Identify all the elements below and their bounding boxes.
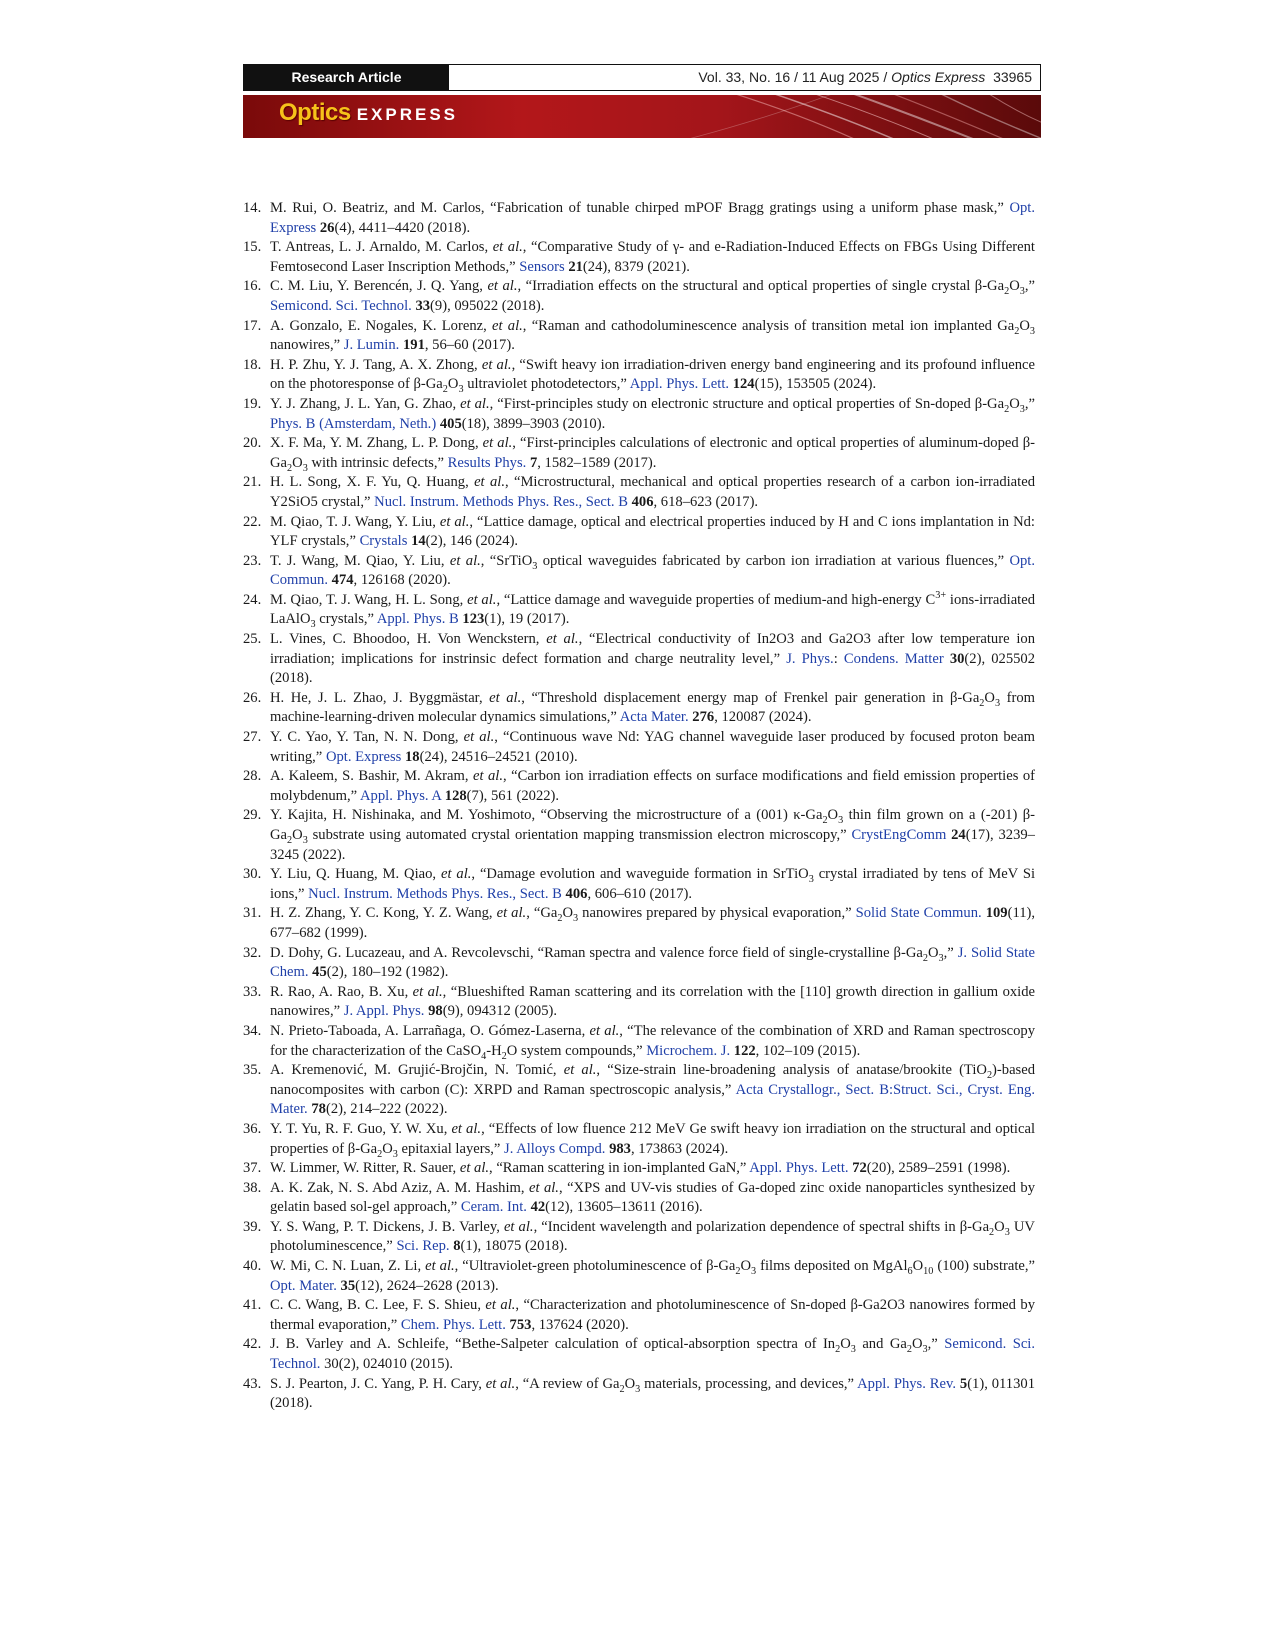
reference-text: X. F. Ma, Y. M. Zhang, L. P. Dong, et al., “First-principles calculations of electronic and optical properties of aluminum-doped $\beta-Ga_2O_3$ with intrinsic defects,” Results Phys. 7, 1582–1589 (2017). bbox=[270, 435, 1035, 474]
reference-text: R. Rao, A. Rao, B. Xu, et al., “Blueshifted Raman scattering and its correlation with the [110] growth direction in gallium oxide nanowires,” J. Appl. Phys. 98(9), 094312 (2005). bbox=[270, 983, 1035, 1020]
reference-item bbox=[243, 689, 1035, 728]
journal-link[interactable]: Microchem. J. bbox=[646, 1042, 731, 1059]
reference-item bbox=[243, 904, 1035, 943]
reference-number: 43. bbox=[243, 1375, 262, 1392]
reference-item bbox=[243, 238, 1035, 277]
journal-link[interactable]: Ceram. Int. bbox=[460, 1199, 527, 1216]
journal-link[interactable]: Opt. Mater. bbox=[270, 1277, 337, 1294]
reference-text: W. Mi, C. N. Luan, Z. Li, et al., “Ultraviolet-green photoluminescence of $\beta-Ga_2O_3$ films deposited on $MgAl_6O_{10}$ (100) substrate,” Opt. Mater. 35(12), 2624–2628 (2013). bbox=[270, 1258, 1035, 1294]
journal-link[interactable]: Opt. Express bbox=[270, 200, 1035, 236]
journal-link[interactable]: Chem. Phys. Lett. bbox=[400, 1316, 506, 1333]
reference-item bbox=[243, 1296, 1035, 1335]
journal-banner bbox=[243, 95, 1041, 138]
reference-text: Y. C. Yao, Y. Tan, N. N. Dong, et al., “Continuous wave Nd: YAG channel waveguide laser produced by focused proton beam writing,” Opt. Express 18(24), 24516–24521 (2010). bbox=[270, 729, 1035, 765]
journal-link[interactable]: Results Phys. bbox=[447, 454, 527, 471]
reference-text: S. J. Pearton, J. C. Yang, P. H. Cary, et al., “A review of $Ga_2O_3$ materials, processing, and devices,” Appl. Phys. Rev. 5(1), 011301 (2018). bbox=[270, 1375, 1035, 1412]
reference-text: T. J. Wang, M. Qiao, Y. Liu, et al., “SrTiO$_3$ optical waveguides fabricated by carbon ion irradiation at various fluences,” Opt. Commun. 474, 126168 (2020). bbox=[270, 552, 1036, 589]
reference-text: A. Gonzalo, E. Nogales, K. Lorenz, et al., “Raman and cathodoluminescence analysis of transition metal ion implanted $Ga_2O_3$ nanowires,” J. Lumin. 191, 56–60 (2017). bbox=[270, 317, 1036, 354]
reference-text: W. Limmer, W. Ritter, R. Sauer, et al., “Raman scattering in ion-implanted GaN,” Appl. Phys. Lett. 72(20), 2589–2591 (1998). bbox=[270, 1160, 1011, 1177]
journal-link[interactable]: Appl. Phys. B bbox=[376, 611, 459, 628]
reference-number: 30. bbox=[243, 866, 262, 883]
reference-item bbox=[243, 591, 1035, 630]
reference-item bbox=[243, 630, 1035, 689]
reference-item bbox=[243, 1061, 1035, 1120]
reference-number: 24. bbox=[243, 591, 262, 608]
reference-item bbox=[243, 199, 1035, 238]
reference-text: T. Antreas, L. J. Arnaldo, M. Carlos, et al., “Comparative Study of γ- and e-Radiation-Induced Effects on FBGs Using Different Femtosecond Laser Inscription Methods,” Sensors 21(24), 8379 (2021). bbox=[270, 239, 1035, 275]
reference-text: Y. J. Zhang, J. L. Yan, G. Zhao, et al., “First-principles study on electronic structure and optical properties of Sn-doped $\beta-Ga_2O_3$,” Phys. B (Amsterdam, Neth.) 405(18), 3899–3903 (2010). bbox=[270, 395, 1035, 432]
reference-number: 29. bbox=[243, 807, 262, 824]
reference-number: 19. bbox=[243, 395, 262, 412]
journal-link[interactable]: Appl. Phys. Rev. bbox=[857, 1375, 956, 1392]
reference-number: 31. bbox=[243, 905, 262, 922]
reference-number: 38. bbox=[243, 1179, 262, 1196]
reference-text: M. Qiao, T. J. Wang, Y. Liu, et al., “Lattice damage, optical and electrical properties induced by H and C ions implantation in Nd: YLF crystals,” Crystals 14(2), 146 (2024). bbox=[270, 513, 1035, 550]
reference-number: 17. bbox=[243, 317, 262, 334]
reference-number: 36. bbox=[243, 1120, 262, 1137]
reference-item bbox=[243, 728, 1035, 767]
journal-link[interactable]: Nucl. Instrum. Methods Phys. Res., Sect. B bbox=[308, 885, 562, 902]
reference-number: 35. bbox=[243, 1062, 262, 1079]
journal-link[interactable]: Appl. Phys. A bbox=[360, 787, 442, 804]
reference-number: 15. bbox=[243, 239, 262, 256]
reference-item bbox=[243, 944, 1035, 983]
reference-number: 14. bbox=[243, 200, 262, 216]
reference-text: J. B. Varley and A. Schleife, “Bethe-Salpeter calculation of optical-absorption spectra of $In_2O_3$ and $Ga_2O_3$,” Semicond. Sci. Technol. 30(2), 024010 (2015). bbox=[270, 1336, 1036, 1373]
journal-link[interactable]: J. Solid State Chem. bbox=[270, 944, 1035, 981]
reference-number: 37. bbox=[243, 1160, 262, 1177]
reference-item bbox=[243, 356, 1035, 395]
journal-link[interactable]: J. Appl. Phys. bbox=[343, 1003, 425, 1020]
reference-item bbox=[243, 1022, 1035, 1061]
reference-item bbox=[243, 806, 1035, 865]
reference-item bbox=[243, 1257, 1035, 1296]
reference-item bbox=[243, 767, 1035, 806]
journal-link[interactable]: Semicond. Sci. Technol. bbox=[270, 1336, 1036, 1373]
reference-item bbox=[243, 552, 1035, 591]
volume-issue-date: Vol. 33, No. 16 / 11 Aug 2025 / bbox=[698, 69, 892, 85]
reference-text: N. Prieto-Taboada, A. Larrañaga, O. Gómez-Laserna, et al., “The relevance of the combination of XRD and Raman spectroscopy for the characterization of the $CaSO_4-H_2O$ system compounds,” Microchem. J. 122, 102–109 (2015). bbox=[270, 1022, 1036, 1062]
reference-text: M. Rui, O. Beatriz, and M. Carlos, “Fabrication of tunable chirped mPOF Bragg gratings using a uniform phase mask,” Opt. Express 26(4), 4411–4420 (2018). bbox=[270, 200, 1035, 236]
journal-link[interactable]: J. Lumin. bbox=[343, 337, 400, 354]
reference-number: 26. bbox=[243, 689, 262, 706]
reference-item bbox=[243, 1335, 1035, 1374]
reference-number: 39. bbox=[243, 1218, 262, 1235]
reference-text: Y. S. Wang, P. T. Dickens, J. B. Varley, et al., “Incident wavelength and polarization dependence of spectral shifts in $\beta-Ga_2O_3$ UV photoluminescence,” Sci. Rep. 8(1), 18075 (2018). bbox=[270, 1218, 1035, 1255]
reference-item bbox=[243, 1218, 1035, 1257]
journal-name: Optics Express bbox=[891, 69, 986, 85]
reference-text: H. Z. Zhang, Y. C. Kong, Y. Z. Wang, et al., “$Ga_2O_3$ nanowires prepared by physical evaporation,” Solid State Commun. 109(11), 677–682 (1999). bbox=[270, 905, 1036, 941]
journal-link[interactable]: Appl. Phys. Lett. bbox=[749, 1160, 849, 1177]
journal-link[interactable]: Appl. Phys. Lett. bbox=[629, 376, 730, 393]
reference-item bbox=[243, 1159, 1035, 1179]
reference-number: 34. bbox=[243, 1022, 262, 1039]
journal-link[interactable]: Semicond. Sci. Technol. bbox=[270, 297, 412, 314]
reference-number: 40. bbox=[243, 1258, 262, 1275]
journal-link[interactable]: Solid State Commun. bbox=[855, 905, 982, 922]
reference-item bbox=[243, 865, 1035, 904]
reference-number: 28. bbox=[243, 768, 262, 785]
reference-number: 27. bbox=[243, 729, 262, 746]
journal-link[interactable]: Nucl. Instrum. Methods Phys. Res., Sect. B bbox=[374, 493, 628, 510]
reference-text: A. Kaleem, S. Bashir, M. Akram, et al., “Carbon ion irradiation effects on surface modifications and field emission properties of molybdenum,” Appl. Phys. A 128(7), 561 (2022). bbox=[270, 768, 1035, 804]
journal-link[interactable]: Condens. Matter bbox=[843, 650, 944, 667]
reference-text: A. Kremenović, M. Grujić-Brojčin, N. Tomić, et al., “Size-strain line-broadening analysis of anatase/brookite (TiO$_2$)-based nanocomposites with carbon (C): XRPD and Raman spectroscopic analysis,” Acta Crystallogr., Sect. B:Struct. Sci., Cryst. Eng. Mater. 78(2), 214–222 (2022). bbox=[270, 1062, 1035, 1118]
reference-item bbox=[243, 513, 1035, 552]
reference-item bbox=[243, 277, 1035, 316]
reference-number: 16. bbox=[243, 278, 262, 295]
reference-text: Y. Kajita, H. Nishinaka, and M. Yoshimoto, “Observing the microstructure of a (001) $\kappa-Ga_2O_3$ thin film grown on a (-201) $\beta-Ga_2O_3$ substrate using automated crystal orientation mapping transmission electron microscopy,” CrystEngComm 24(17), 3239–3245 (2022). bbox=[270, 807, 1035, 863]
reference-item bbox=[243, 1120, 1035, 1159]
journal-link[interactable]: Sensors bbox=[519, 258, 565, 275]
reference-text: H. L. Song, X. F. Yu, Q. Huang, et al., “Microstructural, mechanical and optical properties research of a carbon ion-irradiated Y2SiO5 crystal,” Nucl. Instrum. Methods Phys. Res., Sect. B 406, 618–623 (2017). bbox=[270, 474, 1035, 510]
reference-text: A. K. Zak, N. S. Abd Aziz, A. M. Hashim, et al., “XPS and UV-vis studies of Ga-doped zinc oxide nanoparticles synthesized by gelatin based sol-gel approach,” Ceram. Int. 42(12), 13605–13611 (2016). bbox=[270, 1179, 1035, 1216]
journal-link[interactable]: Sci. Rep. bbox=[396, 1238, 450, 1255]
reference-item bbox=[243, 473, 1035, 512]
reference-number: 21. bbox=[243, 474, 262, 491]
reference-number: 32. bbox=[243, 944, 262, 961]
reference-text: Y. T. Yu, R. F. Guo, Y. W. Xu, et al., “Effects of low fluence 212 MeV Ge swift heavy ion irradiation on the structural and optical properties of $\beta-Ga_2O_3$ epitaxial layers,” J. Alloys Compd. 983, 173863 (2024). bbox=[270, 1120, 1035, 1160]
reference-text: M. Qiao, T. J. Wang, H. L. Song, et al., “Lattice damage and waveguide properties of medium-and high-energy $C^{3+}$ ions-irradiated LaAlO$_3$ crystals,” Appl. Phys. B 123(1), 19 (2017). bbox=[270, 590, 1036, 631]
page-number: 33965 bbox=[993, 69, 1032, 85]
journal-link[interactable]: CrystEngComm bbox=[851, 827, 947, 843]
reference-text: H. P. Zhu, Y. J. Tang, A. X. Zhong, et al., “Swift heavy ion irradiation-driven energy band engineering and its profound influence on the photoresponse of $\beta-Ga_2O_3$ ultraviolet photodetectors,” Appl. Phys. Lett. 124(15), 153505 (2024). bbox=[270, 356, 1036, 396]
journal-link[interactable]: J. Phys. bbox=[786, 650, 834, 667]
reference-text: L. Vines, C. Bhoodoo, H. Von Wenckstern, et al., “Electrical conductivity of In2O3 and Ga2O3 after low temperature ion irradiation; implications for instrinsic defect formation and charge neutrality level,” J. Phys.: Condens. Matter 30(2), 025502 (2018). bbox=[270, 631, 1036, 687]
reference-item bbox=[243, 317, 1035, 356]
logo-optics-word: Optics bbox=[279, 99, 351, 126]
reference-item bbox=[243, 1179, 1035, 1218]
article-type-label: Research Article bbox=[244, 65, 449, 90]
running-header bbox=[243, 64, 1041, 91]
reference-text: D. Dohy, G. Lucazeau, and A. Revcolevschi, “Raman spectra and valence force field of single-crystalline $\beta-Ga_2O_3$,” J. Solid State Chem. 45(2), 180–192 (1982). bbox=[270, 944, 1035, 981]
reference-item bbox=[243, 983, 1035, 1022]
journal-link[interactable]: J. Alloys Compd. bbox=[504, 1140, 606, 1157]
journal-link[interactable]: Opt. Express bbox=[325, 748, 402, 765]
logo-express-word: EXPRESS bbox=[356, 105, 458, 124]
reference-number: 20. bbox=[243, 435, 262, 452]
journal-link[interactable]: Opt. Commun. bbox=[270, 552, 1036, 589]
reference-text: C. C. Wang, B. C. Lee, F. S. Shieu, et al., “Characterization and photoluminescence of Sn-doped β-Ga2O3 nanowires formed by thermal evaporation,” Chem. Phys. Lett. 753, 137624 (2020). bbox=[270, 1297, 1035, 1333]
reference-number: 41. bbox=[243, 1297, 262, 1314]
reference-item bbox=[243, 1375, 1035, 1414]
reference-number: 42. bbox=[243, 1336, 262, 1353]
journal-link[interactable]: Phys. B (Amsterdam, Neth.) bbox=[270, 415, 437, 432]
citation-line bbox=[449, 65, 1040, 90]
reference-number: 23. bbox=[243, 552, 262, 569]
reference-text: C. M. Liu, Y. Berencén, J. Q. Yang, et al., “Irradiation effects on the structural and optical properties of single crystal $\beta-Ga_2O_3$,” Semicond. Sci. Technol. 33(9), 095022 (2018). bbox=[270, 278, 1035, 314]
reference-list bbox=[243, 199, 1035, 1414]
journal-link[interactable]: Acta Mater. bbox=[619, 709, 689, 726]
reference-number: 25. bbox=[243, 631, 262, 648]
journal-link[interactable]: Crystals bbox=[359, 533, 408, 550]
reference-item bbox=[243, 395, 1035, 434]
reference-text: Y. Liu, Q. Huang, M. Qiao, et al., “Damage evolution and waveguide formation in SrTiO$_3$ crystal irradiated by tens of MeV Si ions,” Nucl. Instrum. Methods Phys. Res., Sect. B 406, 606–610 (2017). bbox=[270, 866, 1036, 902]
reference-number: 22. bbox=[243, 513, 262, 530]
journal-link[interactable]: Acta Crystallogr., Sect. B:Struct. Sci., Cryst. Eng. Mater. bbox=[270, 1081, 1035, 1118]
reference-number: 33. bbox=[243, 983, 262, 1000]
reference-number: 18. bbox=[243, 356, 262, 373]
journal-logo bbox=[279, 99, 458, 127]
reference-item bbox=[243, 434, 1035, 473]
reference-text: H. He, J. L. Zhao, J. Byggmästar, et al., “Threshold displacement energy map of Frenkel pair generation in $\beta-Ga_2O_3$ from machine-learning-driven molecular dynamics simulations,” Acta Mater. 276, 120087 (2024). bbox=[270, 689, 1035, 726]
